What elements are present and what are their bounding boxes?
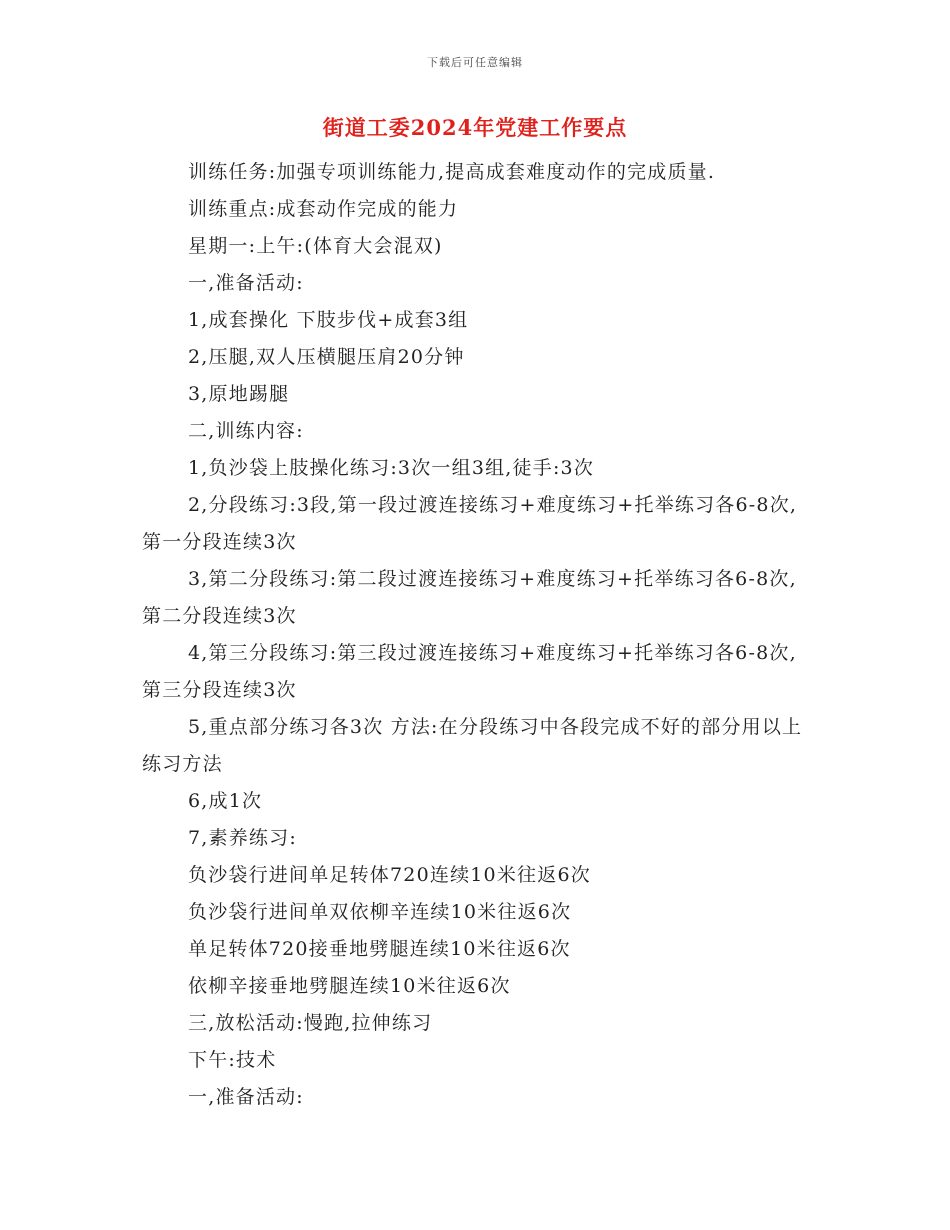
paragraph: 依柳辛接垂地劈腿连续10米往返6次 [188,975,511,997]
page-header-note: 下载后可任意编辑 [427,56,523,69]
paragraph: 2,压腿,双人压横腿压肩20分钟 [188,346,465,368]
paragraph: 一,准备活动: [188,272,304,294]
paragraph: 训练任务:加强专项训练能力,提高成套难度动作的完成质量. [188,161,716,183]
paragraph: 3,原地踢腿 [188,383,290,405]
paragraph: 星期一:上午:(体育大会混双) [188,235,443,257]
paragraph: 5,重点部分练习各3次 方法:在分段练习中各段完成不好的部分用以上练习方法 [142,716,803,775]
paragraph: 1,负沙袋上肢操化练习:3次一组3组,徒手:3次 [188,457,595,479]
paragraph: 1,成套操化 下肢步伐+成套3组 [188,309,469,331]
document-body [142,154,810,1116]
paragraph: 6,成1次 [188,790,263,812]
paragraph: 训练重点:成套动作完成的能力 [188,198,459,220]
paragraph: 7,素养练习: [188,827,297,849]
paragraph: 负沙袋行进间单足转体720连续10米往返6次 [188,864,591,886]
paragraph: 3,第二分段练习:第二段过渡连接练习+难度练习+托举练习各6-8次,第二分段连续3次 [142,568,797,627]
paragraph: 2,分段练习:3段,第一段过渡连接练习+难度练习+托举练习各6-8次,第一分段连续3次 [142,494,798,553]
paragraph: 二,训练内容: [188,420,304,442]
paragraph: 4,第三分段练习:第三段过渡连接练习+难度练习+托举练习各6-8次,第三分段连续3次 [142,642,797,701]
paragraph: 负沙袋行进间单双依柳辛连续10米往返6次 [188,901,572,923]
paragraph: 三,放松活动:慢跑,拉伸练习 [188,1012,433,1034]
paragraph: 下午:技术 [188,1049,277,1071]
paragraph: 一,准备活动: [188,1086,304,1108]
paragraph: 单足转体720接垂地劈腿连续10米往返6次 [188,938,571,960]
document-title: 街道工委2024年党建工作要点 [322,115,628,140]
